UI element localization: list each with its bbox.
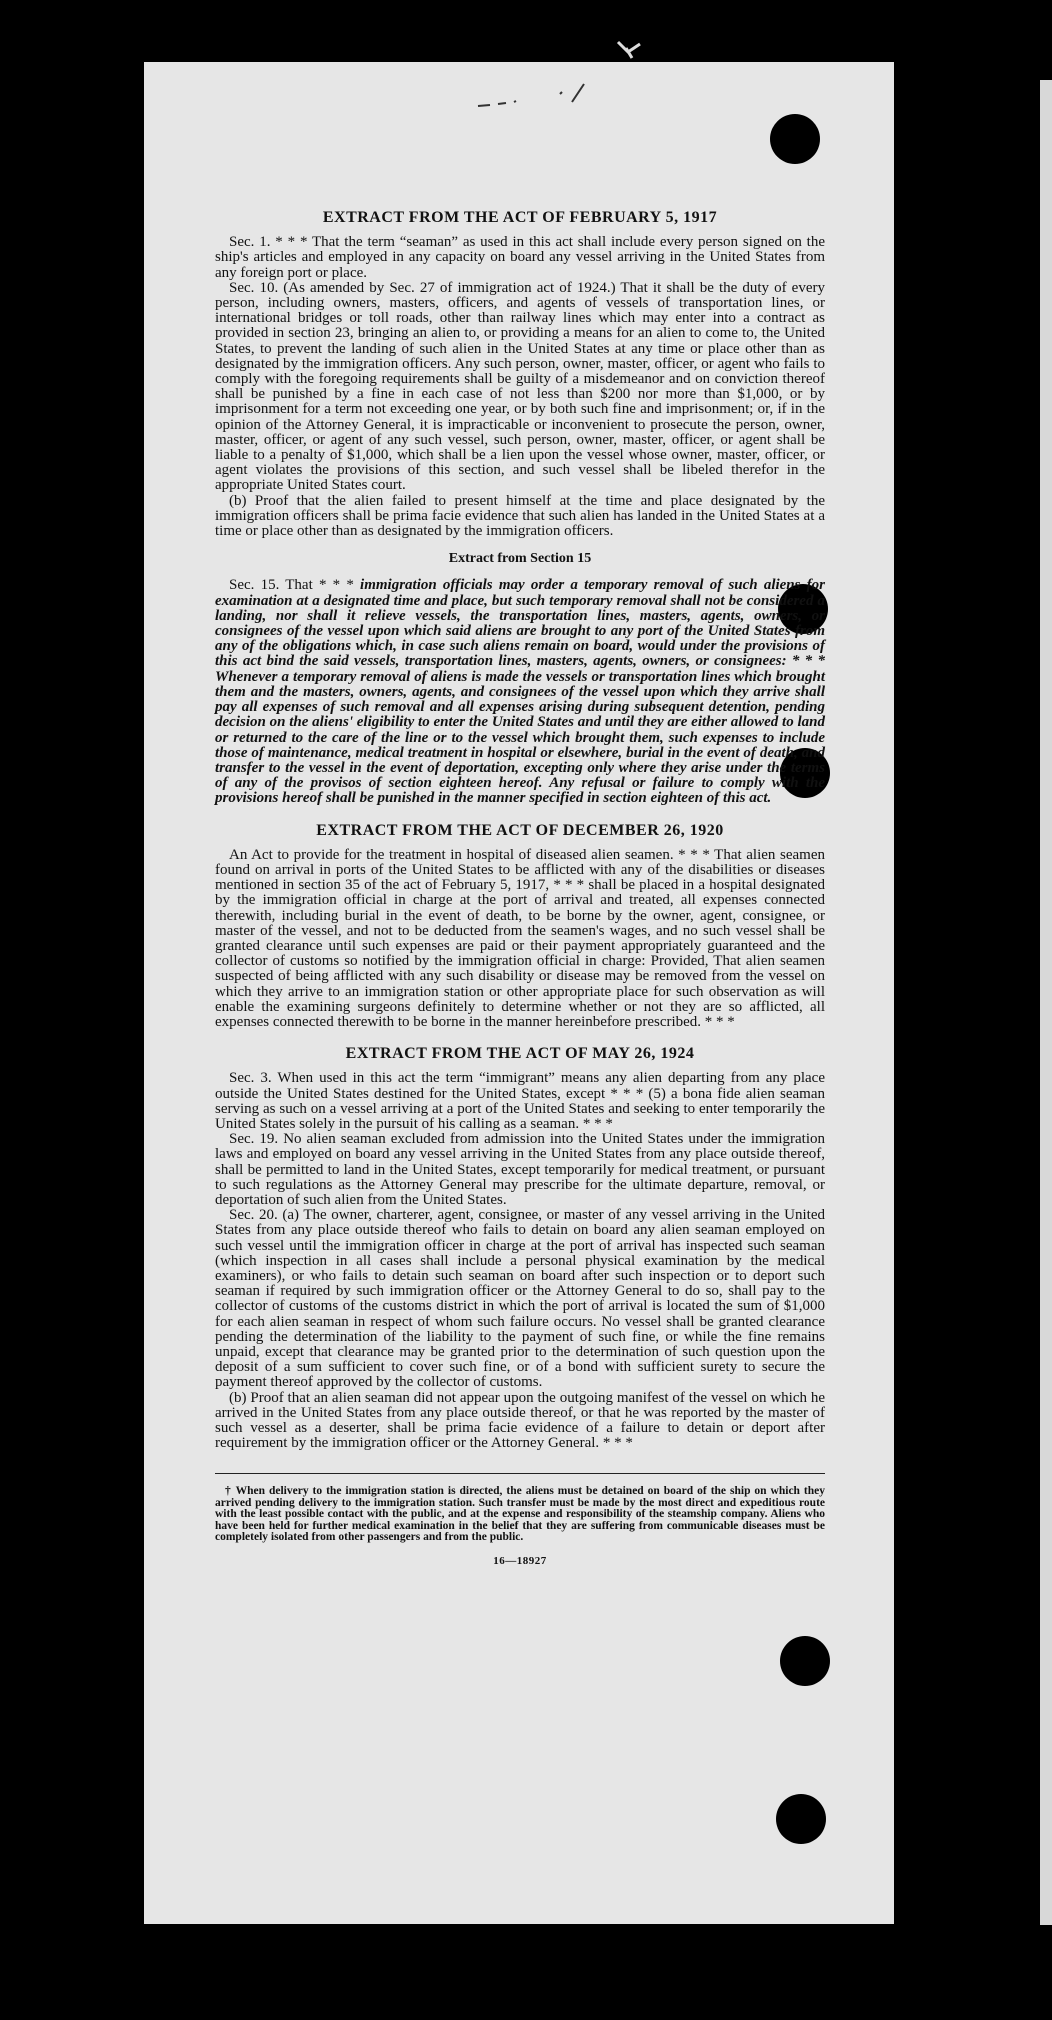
para-1917-sec10b: (b) Proof that the alien failed to present himself at the time and place designated by the immigration officers shall be prima facie evidence that such alien has landed in the United States at a time or place other than as designated by the immigration officers. [215, 492, 825, 540]
para-1924-sec20b: (b) Proof that an alien seaman did not appear upon the outgoing manifest of the vessel on which he arrived in the United States from any place outside thereof, or that he was reported by the master of such vessel as a deserter, shall be prima facie evidence of a failure to detain or deport after requirement by the immigration officer or the Attorney General. * * * [215, 1389, 825, 1452]
staple-mark [616, 38, 646, 60]
heading-act-1917: EXTRACT FROM THE ACT OF FEBRUARY 5, 1917 [322, 209, 718, 226]
punch-hole-1 [770, 114, 820, 164]
para-1917-sec10: Sec. 10. (As amended by Sec. 27 of immigration act of 1924.) That it shall be the duty of every person, including owners, masters, officers, and agents of vessels of transportation lines, or international bridges or toll roads, other than railway lines which may enter into a contract as provided in section 23, bringing an alien to, or providing a means for an alien to come to, the United States, to prevent the landing of such alien in the United States at any time or place other than as designated by the immigration officers. Any such person, owner, master, officer, or agent who fails to comply with the foregoing requirements shall be guilty of a misdemeanor and on conviction thereof shall be punished by a fine in each case of not less than $200 nor more than $1,000, or by imprisonment for a term not exceeding one year, or by both such fine and imprisonment; or, if in the opinion of the Attorney General, it is impracticable or inconvenient to prosecute the person, owner, master, officer, or agent of any such vessel, such person, owner, master, officer, or agent shall be liable to a penalty of $1,000, which shall be a lien upon the vessel whose owner, master, officer, or agent violates the provisions of this section, and such vessel shall be libeled therefor in the appropriate United States court. [215, 279, 825, 494]
sec15-italic-text: immigration officials may order a temporary removal of such aliens for examination at a designated time and place, but such temporary removal shall not be considered a landing, nor shall it relieve vessels, the transportation lines, masters, agents, owners, or consignees of the vessel upon which said aliens are brought to any port of the United States from any of the obligations which, in case such aliens remain on board, would under the provisions of this act bind the said vessels, transportation lines, masters, agents, owners, or consignees: * * * Whenever a temporary removal of aliens is made the vessels or transportation lines which brought them and the masters, owners, agents, and consignees of the vessel upon which they arrive shall pay all expenses of such removal and all expenses arising during subsequent detention, pending decision on the aliens' eligibility to enter the United States and until they are either allowed to land or returned to the care of the line or to the vessel which brought them, such expenses to include those of maintenance, medical treatment in hospital or elsewhere, burial in the event of death, and transfer to the vessel in the event of deportation, excepting only where they arise under the terms of any of the provisos of section eighteen hereof. Any refusal or failure to comply with the provisions hereof shall be punished in the manner specified in section eighteen of this act. [215, 577, 826, 807]
pencil-mark [476, 78, 606, 114]
punch-hole-5 [776, 1794, 826, 1844]
footnote-text: † When delivery to the immigration station is directed, the aliens must be detained on board of the ship on which they arrived pending delivery to the immigration station. Such transfer must be made by the most direct and expeditious route with the least possible contact with the public, and at the expense and responsibility of the steamship company. Aliens who have been held for further medical examination in the belief that they are suffering from communicable diseases must be completely isolated from other passengers and from the public. [215, 1485, 825, 1544]
para-1924-sec19: Sec. 19. No alien seaman excluded from admission into the United States under the immigration laws and employed on board any vessel arriving in the United States from any place outside thereof, shall be permitted to land in the United States, except temporarily for medical treatment, or pursuant to such regulations as the Attorney General may prescribe for the ultimate departure, removal, or deportation of such alien from the United States. [215, 1131, 825, 1208]
para-1924-sec3: Sec. 3. When used in this act the term “immigrant” means any alien departing from any place outside the United States destined for the United States, except * * * (5) a bona fide alien seaman serving as such on a vessel arriving at a port of the United States and seeking to enter temporarily the United States solely in the pursuit of his calling as a seaman. * * * [215, 1070, 825, 1132]
para-1920: An Act to provide for the treatment in hospital of diseased alien seamen. * * * That alien seamen found on arrival in ports of the United States to be afflicted with any of the disabilities or diseases mentioned in section 35 of the act of February 5, 1917, * * * shall be placed in a hospital designated by the immigration official in charge at the port of arrival and treated, all expenses connected therewith, including burial in the event of death, to be borne by the owner, agent, consignee, or master of the vessel, and not to be deducted from the seamen's wages, and no such vessel shall be granted clearance until such expenses are paid or their payment appropriately guaranteed and the collector of customs so notified by the immigration official in charge: Provided, That alien seamen suspected of being afflicted with any such disability or disease may be removed from the vessel on which they arrive to an immigration station or other appropriate place for such observation as will enable the examining surgeons definitely to determine whether or not they are so afflicted, all expenses connected therewith to be borne in the manner hereinbefore prescribed. * * * [215, 846, 825, 1030]
footnote-rule [215, 1473, 825, 1474]
heading-act-1924: EXTRACT FROM THE ACT OF MAY 26, 1924 [345, 1045, 695, 1063]
heading-section-15: Extract from Section 15 [448, 551, 592, 567]
document-body [215, 210, 825, 1569]
sec15-lead: Sec. 15. That * * * [229, 577, 354, 594]
para-section-15 [215, 578, 825, 806]
para-1917-sec1: Sec. 1. * * * That the term “seaman” as used in this act shall include every person signed on the ship's articles and employed in any capacity on board any vessel arriving in the United States from any foreign port or place. [215, 234, 825, 281]
adjacent-page-edge [1040, 80, 1052, 1925]
heading-act-1920: EXTRACT FROM THE ACT OF DECEMBER 26, 1920 [316, 821, 724, 839]
page-number: 16—18927 [493, 1554, 547, 1567]
punch-hole-4 [780, 1636, 830, 1686]
para-1924-sec20a: Sec. 20. (a) The owner, charterer, agent, consignee, or master of any vessel arriving in the United States from any place outside thereof who fails to detain on board any alien seaman employed on such vessel until the immigration officer in charge at the port of arrival has inspected such seaman (which inspection in all cases shall include a personal physical examination by the medical examiners), or who fails to detain such seaman on board after such inspection or to deport such seaman if required by such immigration officer or the Attorney General to do so, shall pay to the collector of customs of the customs district in which the port of arrival is located the sum of $1,000 for each alien seaman in respect of whom such failure occurs. No vessel shall be granted clearance pending the determination of the liability to the payment of such fine, or while the fine remains unpaid, except that clearance may be granted prior to the determination of such question upon the deposit of a sum sufficient to cover such fine, or of a bond with sufficient surety to secure the payment thereof approved by the collector of customs. [215, 1207, 825, 1391]
footnote [215, 1486, 825, 1544]
